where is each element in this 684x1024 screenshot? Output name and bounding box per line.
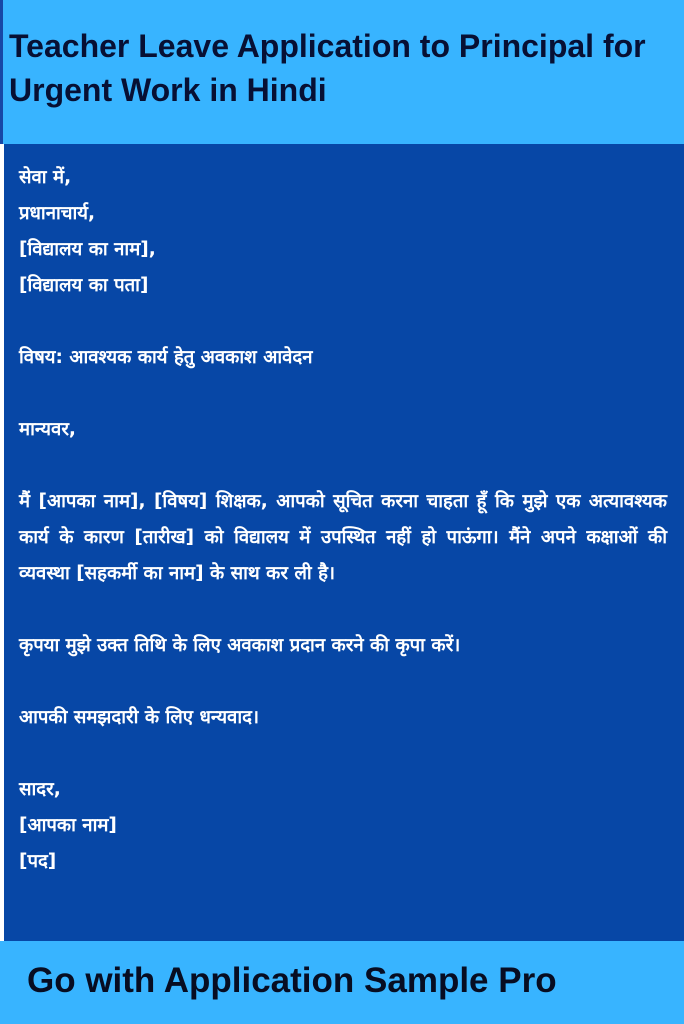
address-line-school-address: [विद्यालय का पता] [19, 275, 149, 296]
header-banner [0, 0, 684, 144]
body-paragraph: मैं [आपका नाम], [विषय] शिक्षक, आपको सूचित करना चाहता हूँ कि मुझे एक अत्यावश्यक कार्य के कारण [तारीख] को विद्यालय में उपस्थित नहीं हो पाऊंगा। मैंने अपने कक्षाओं की व्यवस्था [सहकर्मी का नाम] के साथ कर ली है। [19, 491, 667, 584]
letter-panel [4, 144, 684, 941]
spacer [19, 592, 667, 628]
spacer [19, 736, 667, 772]
closing: सादर, [19, 779, 61, 800]
subject-line: विषय: आवश्यक कार्य हेतु अवकाश आवेदन [19, 347, 313, 368]
address-line-designation: प्रधानाचार्य, [19, 203, 96, 224]
spacer [19, 304, 667, 340]
footer-tagline: Go with Application Sample Pro [27, 961, 557, 1000]
letter-body [19, 160, 667, 880]
salutation: मान्यवर, [19, 419, 76, 440]
signature-designation: [पद] [19, 851, 57, 872]
spacer [19, 664, 667, 700]
address-line-school-name: [विद्यालय का नाम], [19, 239, 156, 260]
spacer [19, 448, 667, 484]
address-line-recipient: सेवा में, [19, 167, 72, 188]
footer-banner [0, 941, 684, 1024]
signature-name: [आपका नाम] [19, 815, 117, 836]
thanks-line: आपकी समझदारी के लिए धन्यवाद। [19, 707, 259, 728]
page-title: Teacher Leave Application to Principal for Urgent Work in Hindi [9, 28, 646, 108]
request-line: कृपया मुझे उक्त तिथि के लिए अवकाश प्रदान करने की कृपा करें। [19, 635, 461, 656]
spacer [19, 376, 667, 412]
